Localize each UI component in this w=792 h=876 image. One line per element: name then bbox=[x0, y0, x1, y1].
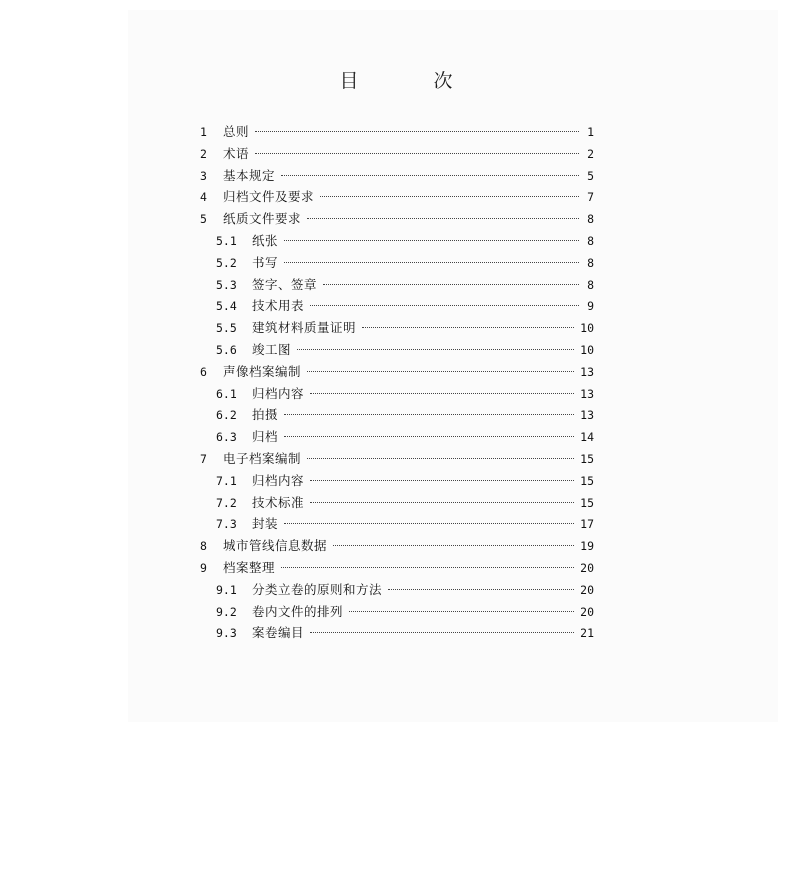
toc-entry-page-number: 15 bbox=[580, 473, 594, 488]
toc-entry-number: 7.3 bbox=[216, 517, 237, 532]
toc-entry-number: 9.2 bbox=[216, 604, 237, 619]
toc-entry-title: 归档内容 bbox=[252, 472, 305, 488]
toc-entry[interactable] bbox=[200, 295, 594, 317]
dot-leader bbox=[297, 349, 574, 350]
dot-leader bbox=[323, 284, 579, 285]
dot-leader bbox=[284, 436, 574, 437]
toc-entry[interactable] bbox=[200, 252, 594, 274]
toc-entry-title: 总则 bbox=[223, 124, 250, 139]
toc-entry-number: 3 bbox=[200, 168, 207, 183]
toc-entry-number: 6.2 bbox=[216, 408, 237, 423]
toc-entry-number: 5 bbox=[200, 212, 207, 227]
toc-entry-title: 纸质文件要求 bbox=[223, 211, 302, 227]
dot-leader bbox=[255, 131, 579, 132]
toc-entry-number: 6.1 bbox=[216, 386, 237, 401]
dot-leader bbox=[310, 632, 574, 633]
toc-entry-number: 8 bbox=[200, 539, 207, 554]
toc-entry-title: 声像档案编制 bbox=[223, 363, 302, 379]
toc-entry-number: 7.1 bbox=[216, 473, 237, 488]
toc-entry-page-number: 15 bbox=[580, 495, 594, 510]
toc-entry-number: 5.1 bbox=[216, 233, 237, 248]
toc-entry[interactable] bbox=[200, 165, 594, 187]
dot-leader bbox=[388, 589, 574, 590]
toc-entry-page-number: 13 bbox=[580, 364, 594, 379]
toc-entry-page-number: 21 bbox=[580, 626, 594, 641]
toc-entry[interactable] bbox=[200, 143, 594, 165]
toc-entry-title: 归档文件及要求 bbox=[223, 189, 315, 205]
toc-entry-number: 7.2 bbox=[216, 495, 237, 510]
toc-entry[interactable] bbox=[200, 470, 594, 492]
dot-leader bbox=[320, 196, 579, 197]
toc-entry[interactable] bbox=[200, 186, 594, 208]
toc-entry-number: 7 bbox=[200, 451, 207, 466]
toc-entry-page-number: 2 bbox=[587, 146, 594, 161]
dot-leader bbox=[349, 611, 574, 612]
toc-entry[interactable] bbox=[200, 557, 594, 579]
dot-leader bbox=[281, 175, 579, 176]
toc-entry-title: 归档内容 bbox=[252, 385, 305, 401]
toc-entry-page-number: 13 bbox=[580, 386, 594, 401]
toc-entry-number: 9.1 bbox=[216, 582, 237, 597]
toc-entry-title: 分类立卷的原则和方法 bbox=[252, 581, 383, 597]
toc-entry-page-number: 8 bbox=[587, 277, 594, 292]
toc-entry[interactable] bbox=[200, 317, 594, 339]
toc-entry-title: 城市管线信息数据 bbox=[223, 538, 328, 554]
dot-leader bbox=[255, 153, 579, 154]
toc-entry[interactable] bbox=[200, 274, 594, 296]
toc-entry[interactable] bbox=[200, 404, 594, 426]
toc-entry-number: 9.3 bbox=[216, 626, 237, 641]
toc-entry[interactable] bbox=[200, 339, 594, 361]
dot-leader bbox=[284, 240, 579, 241]
toc-entry-title: 建筑材料质量证明 bbox=[252, 320, 357, 336]
toc-entry-page-number: 5 bbox=[587, 168, 594, 183]
toc-entry-page-number: 8 bbox=[587, 212, 594, 227]
toc-entry-title: 基本规定 bbox=[223, 167, 276, 183]
toc-entry[interactable] bbox=[200, 121, 594, 143]
toc-entry-title: 档案整理 bbox=[223, 559, 276, 575]
toc-entry-title: 案卷编目 bbox=[252, 625, 305, 641]
toc-entry-page-number: 17 bbox=[580, 517, 594, 532]
toc-entry-page-number: 19 bbox=[580, 539, 594, 554]
toc-entry-number: 1 bbox=[200, 125, 207, 139]
toc-entry-page-number: 8 bbox=[587, 255, 594, 270]
toc-entry-number: 5.2 bbox=[216, 255, 237, 270]
toc-entry-number: 4 bbox=[200, 190, 207, 205]
dot-leader bbox=[307, 458, 574, 459]
toc-entry-title: 竣工图 bbox=[252, 341, 292, 357]
dot-leader bbox=[284, 414, 574, 415]
toc-entry-page-number: 15 bbox=[580, 451, 594, 466]
toc-entry-page-number: 7 bbox=[587, 190, 594, 205]
toc-entry-page-number: 14 bbox=[580, 430, 594, 445]
toc-entry[interactable] bbox=[200, 361, 594, 383]
table-of-contents bbox=[200, 121, 594, 644]
dot-leader bbox=[284, 262, 579, 263]
toc-entry-number: 5.4 bbox=[216, 299, 237, 314]
toc-entry-title: 封装 bbox=[252, 516, 279, 532]
toc-entry-number: 9 bbox=[200, 560, 207, 575]
toc-entry[interactable] bbox=[200, 426, 594, 448]
toc-entry[interactable] bbox=[200, 492, 594, 514]
toc-entry[interactable] bbox=[200, 208, 594, 230]
toc-entry[interactable] bbox=[200, 535, 594, 557]
toc-entry-page-number: 9 bbox=[587, 299, 594, 314]
toc-entry-number: 5.6 bbox=[216, 342, 237, 357]
toc-entry-page-number: 10 bbox=[580, 342, 594, 357]
dot-leader bbox=[281, 567, 574, 568]
toc-entry-title: 技术用表 bbox=[252, 298, 305, 314]
toc-entry-page-number: 20 bbox=[580, 604, 594, 619]
page-title: 目 次 bbox=[339, 70, 481, 92]
dot-leader bbox=[310, 393, 574, 394]
toc-entry-page-number: 1 bbox=[587, 125, 594, 139]
dot-leader bbox=[310, 480, 574, 481]
toc-entry[interactable] bbox=[200, 601, 594, 623]
toc-entry[interactable] bbox=[200, 513, 594, 535]
toc-entry-title: 卷内文件的排列 bbox=[252, 603, 344, 619]
dot-leader bbox=[333, 545, 574, 546]
toc-entry-title: 拍摄 bbox=[252, 407, 279, 423]
dot-leader bbox=[362, 327, 574, 328]
toc-entry[interactable] bbox=[200, 230, 594, 252]
toc-entry-number: 2 bbox=[200, 146, 207, 161]
toc-entry-number: 5.3 bbox=[216, 277, 237, 292]
toc-entry-number: 6.3 bbox=[216, 430, 237, 445]
toc-entry-number: 5.5 bbox=[216, 321, 237, 336]
toc-entry-page-number: 8 bbox=[587, 233, 594, 248]
dot-leader bbox=[307, 371, 574, 372]
toc-entry-page-number: 10 bbox=[580, 321, 594, 336]
dot-leader bbox=[310, 502, 574, 503]
dot-leader bbox=[310, 305, 579, 306]
toc-entry-title: 纸张 bbox=[252, 232, 279, 248]
toc-entry-title: 归档 bbox=[252, 429, 279, 445]
toc-entry-title: 术语 bbox=[223, 145, 250, 161]
toc-entry-page-number: 20 bbox=[580, 582, 594, 597]
toc-entry-title: 签字、签章 bbox=[252, 276, 318, 292]
dot-leader bbox=[307, 218, 579, 219]
toc-entry-page-number: 20 bbox=[580, 560, 594, 575]
dot-leader bbox=[284, 523, 574, 524]
toc-entry-title: 技术标准 bbox=[252, 494, 305, 510]
toc-entry[interactable] bbox=[200, 622, 594, 644]
toc-entry-page-number: 13 bbox=[580, 408, 594, 423]
toc-entry[interactable] bbox=[200, 579, 594, 601]
toc-entry-title: 电子档案编制 bbox=[223, 450, 302, 466]
toc-entry-title: 书写 bbox=[252, 254, 279, 270]
toc-entry[interactable] bbox=[200, 383, 594, 405]
toc-entry-number: 6 bbox=[200, 364, 207, 379]
toc-entry[interactable] bbox=[200, 448, 594, 470]
